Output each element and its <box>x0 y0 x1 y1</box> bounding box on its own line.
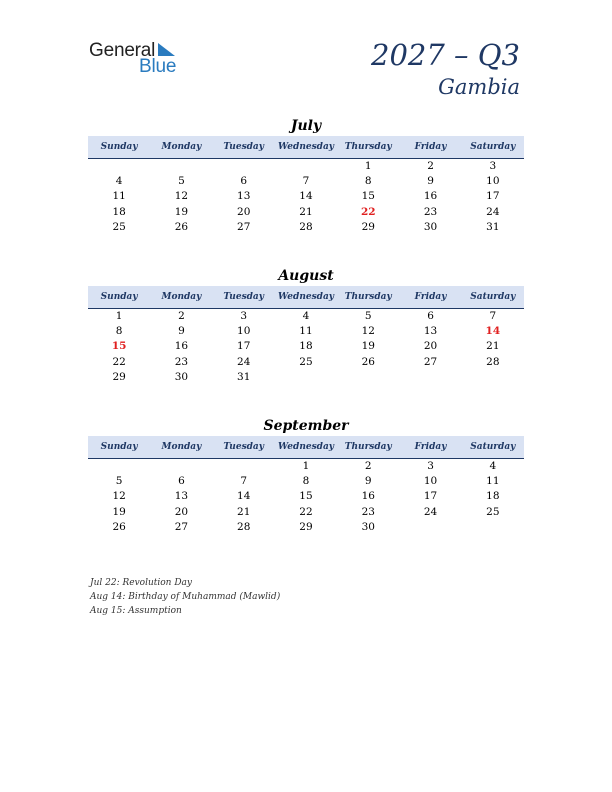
week-row <box>88 459 524 474</box>
day-cell <box>399 370 461 385</box>
day-cell <box>462 370 524 385</box>
day-cell: 17 <box>486 190 500 203</box>
weekday-label: Thursday <box>344 442 392 452</box>
day-cell: 29 <box>299 520 313 533</box>
day-cell <box>275 370 337 385</box>
week-row <box>88 489 524 504</box>
day-cell: 1 <box>115 310 123 322</box>
day-cell: 19 <box>174 205 189 218</box>
day-cell: 21 <box>486 340 500 353</box>
day-cell: 28 <box>299 220 313 233</box>
day-cell: 6 <box>178 475 185 488</box>
day-cell: 26 <box>174 220 189 233</box>
week-row <box>88 474 524 489</box>
day-cell: 30 <box>361 520 375 533</box>
day-cell: 11 <box>486 475 500 488</box>
day-cell: 29 <box>112 370 126 383</box>
weekday-label: Thursday <box>344 142 392 152</box>
logo <box>89 40 189 78</box>
week-row <box>88 309 524 324</box>
month-grid <box>88 309 524 385</box>
day-cell: 26 <box>361 355 375 368</box>
weekday-label: Saturday <box>470 292 516 302</box>
month-title: September <box>263 418 349 434</box>
day-cell: 16 <box>423 190 438 203</box>
weekday-label: Friday <box>414 142 447 152</box>
holiday-note: Aug 14: Birthday of Muhammad (Mawlid) <box>90 592 281 602</box>
day-cell: 31 <box>237 370 251 383</box>
weekday-label: Saturday <box>470 142 516 152</box>
logo-text-blue: Blue <box>139 56 177 77</box>
day-cell: 3 <box>427 460 434 472</box>
holiday-note: Aug 15: Assumption <box>90 606 182 616</box>
day-cell: 7 <box>302 175 310 188</box>
holiday-date: 14 <box>485 325 501 338</box>
day-cell: 10 <box>486 175 500 188</box>
day-cell: 23 <box>423 205 438 218</box>
day-cell: 13 <box>423 325 438 338</box>
day-cell: 3 <box>240 310 248 322</box>
weekday-header <box>88 136 524 159</box>
weekday-label: Tuesday <box>223 292 264 302</box>
day-cell: 28 <box>237 520 251 533</box>
month-title: August <box>278 268 334 284</box>
day-cell: 25 <box>299 355 313 368</box>
day-cell: 25 <box>486 505 500 518</box>
day-cell <box>275 159 337 174</box>
day-cell: 27 <box>174 520 189 533</box>
weekday-label: Wednesday <box>277 442 335 452</box>
day-cell: 10 <box>423 475 438 488</box>
weekday-label: Tuesday <box>223 442 264 452</box>
week-row <box>88 324 524 339</box>
day-cell: 11 <box>299 325 313 338</box>
day-cell: 13 <box>174 490 189 503</box>
week-row <box>88 159 524 174</box>
day-cell: 5 <box>115 475 123 488</box>
day-cell: 16 <box>174 340 189 353</box>
logo-flag-icon <box>156 43 176 57</box>
week-row <box>88 205 524 220</box>
day-cell: 16 <box>361 490 375 503</box>
day-cell: 17 <box>237 340 251 353</box>
month-grid <box>88 459 524 535</box>
weekday-label: Wednesday <box>277 142 335 152</box>
day-cell: 23 <box>174 355 189 368</box>
day-cell: 25 <box>112 220 126 233</box>
weekday-label: Friday <box>414 292 447 302</box>
day-cell <box>337 370 399 385</box>
day-cell: 12 <box>112 490 126 503</box>
week-row <box>88 370 524 385</box>
day-cell: 22 <box>299 505 313 518</box>
day-cell: 6 <box>240 175 248 188</box>
day-cell <box>88 159 150 174</box>
weekday-label: Monday <box>161 292 202 302</box>
day-cell: 4 <box>302 310 310 322</box>
day-cell: 4 <box>489 460 497 472</box>
month-title: July <box>290 118 322 134</box>
day-cell: 7 <box>489 310 497 322</box>
day-cell: 27 <box>423 355 438 368</box>
day-cell <box>462 520 524 535</box>
day-cell: 27 <box>237 220 251 233</box>
weekday-label: Thursday <box>344 292 392 302</box>
month-july <box>88 116 524 235</box>
month-august <box>88 266 524 385</box>
day-cell: 24 <box>237 355 251 368</box>
day-cell: 20 <box>237 205 251 218</box>
day-cell: 9 <box>427 175 434 188</box>
week-row <box>88 505 524 520</box>
day-cell: 12 <box>174 190 189 203</box>
day-cell: 21 <box>237 505 251 518</box>
day-cell: 5 <box>178 175 185 188</box>
day-cell: 4 <box>115 175 123 188</box>
day-cell: 29 <box>361 220 375 233</box>
day-cell: 23 <box>361 505 375 518</box>
weekday-label: Tuesday <box>223 142 264 152</box>
day-cell: 15 <box>299 490 313 503</box>
week-row <box>88 189 524 204</box>
day-cell: 7 <box>240 475 248 488</box>
week-row <box>88 355 524 370</box>
day-cell: 18 <box>299 340 313 353</box>
day-cell <box>150 459 212 474</box>
day-cell: 28 <box>486 355 500 368</box>
weekday-label: Monday <box>161 142 202 152</box>
day-cell: 3 <box>489 160 497 172</box>
month-september <box>88 416 524 535</box>
day-cell: 22 <box>112 355 126 368</box>
holiday-notes <box>90 576 280 618</box>
day-cell: 11 <box>112 190 126 203</box>
weekday-header <box>88 286 524 309</box>
weekday-label: Sunday <box>100 292 138 302</box>
day-cell: 14 <box>237 490 251 503</box>
weekday-label: Monday <box>161 442 202 452</box>
weekday-label: Wednesday <box>277 292 335 302</box>
day-cell: 30 <box>423 220 438 233</box>
holiday-note: Jul 22: Revolution Day <box>90 578 193 588</box>
day-cell: 24 <box>486 205 500 218</box>
day-cell: 5 <box>364 310 372 322</box>
week-row <box>88 339 524 354</box>
day-cell <box>213 159 275 174</box>
day-cell: 19 <box>112 505 126 518</box>
day-cell <box>213 459 275 474</box>
day-cell <box>150 159 212 174</box>
day-cell: 21 <box>299 205 313 218</box>
week-row <box>88 220 524 235</box>
day-cell: 10 <box>237 325 251 338</box>
day-cell: 26 <box>112 520 126 533</box>
day-cell: 20 <box>423 340 438 353</box>
day-cell: 6 <box>427 310 434 322</box>
day-cell: 18 <box>112 205 126 218</box>
logo-text-general: General <box>89 40 156 61</box>
day-cell: 8 <box>115 325 123 338</box>
weekday-label: Friday <box>414 442 447 452</box>
day-cell <box>399 520 461 535</box>
weekday-label: Sunday <box>100 142 138 152</box>
week-row <box>88 520 524 535</box>
weekday-label: Saturday <box>470 442 516 452</box>
day-cell: 17 <box>423 490 438 503</box>
day-cell: 13 <box>237 190 251 203</box>
holiday-date: 22 <box>360 205 376 218</box>
day-cell: 12 <box>361 325 375 338</box>
day-cell: 9 <box>364 475 372 488</box>
day-cell: 1 <box>364 160 372 172</box>
day-cell: 2 <box>364 460 372 472</box>
day-cell: 15 <box>361 190 375 203</box>
day-cell: 9 <box>178 325 185 338</box>
day-cell: 8 <box>364 175 372 188</box>
day-cell: 19 <box>361 340 375 353</box>
day-cell: 30 <box>174 370 189 383</box>
day-cell: 24 <box>423 505 438 518</box>
weekday-header <box>88 436 524 459</box>
day-cell: 14 <box>299 190 313 203</box>
day-cell <box>88 459 150 474</box>
day-cell: 31 <box>486 220 500 233</box>
country-name: Gambia <box>438 75 520 99</box>
day-cell: 20 <box>174 505 189 518</box>
month-grid <box>88 159 524 235</box>
page-title: 2027 – Q3 <box>371 38 520 72</box>
day-cell: 2 <box>178 310 185 322</box>
weekday-label: Sunday <box>100 442 138 452</box>
day-cell: 2 <box>427 160 434 172</box>
day-cell: 1 <box>302 460 310 472</box>
day-cell: 18 <box>486 490 500 503</box>
week-row <box>88 174 524 189</box>
holiday-date: 15 <box>111 340 127 353</box>
day-cell: 8 <box>302 475 310 488</box>
